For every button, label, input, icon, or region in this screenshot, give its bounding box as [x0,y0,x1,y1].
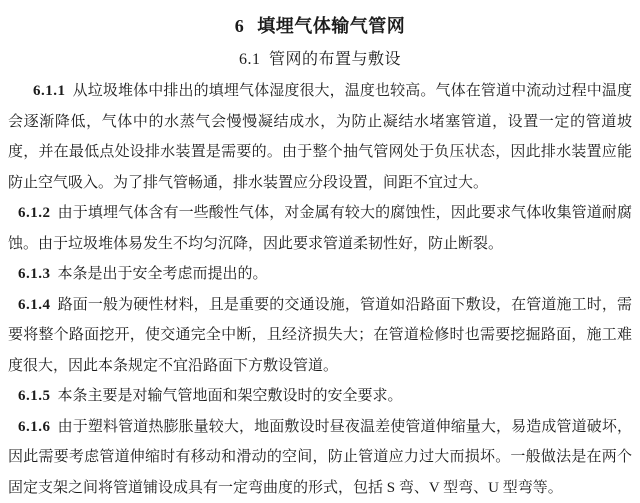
clause-6-1-3-text: 本条是出于安全考虑而提出的。 [57,266,268,283]
clause-6-1-5-number: 6.1.5 [18,388,51,405]
section-body [0,71,640,503]
clause-6-1-6-text: 由于塑料管道热膨胀量较大，地面敷设时昼夜温差使管道伸缩量大，易造成管道破坏，因此需要考虑管道伸缩时有移动和滑动的空间，防止管道应力过大而损坏。一般做法是在两个固定支架之间将管道铺设成具有一定弯曲度的形式，包括 S 弯、V 型弯、U 型弯等。 [8,418,632,496]
section-title: 6.1 管网的布置与敷设 [238,51,401,69]
clause-6-1-4-number: 6.1.4 [18,296,51,313]
clause-6-1-1 [8,76,632,198]
clause-6-1-6-number: 6.1.6 [18,418,51,435]
clause-6-1-4 [8,290,632,382]
clause-6-1-5 [8,381,632,412]
clause-6-1-2 [8,198,632,259]
clause-6-1-2-text: 由于填埋气体含有一些酸性气体，对金属有较大的腐蚀性，因此要求气体收集管道耐腐蚀。由于垃圾堆体易发生不均匀沉降，因此要求管道柔韧性好，防止断裂。 [8,205,632,252]
clause-6-1-3-number: 6.1.3 [18,266,51,283]
clause-6-1-6 [8,412,632,503]
clause-6-1-1-number: 6.1.1 [33,83,66,100]
clause-6-1-2-number: 6.1.2 [18,205,51,222]
chapter-title: 6 填埋气体输气管网 [234,16,406,36]
clause-6-1-1-text: 从垃圾堆体中排出的填埋气体湿度很大，温度也较高。气体在管道中流动过程中温度会逐渐降低，气体中的水蒸气会慢慢凝结成水，为防止凝结水堵塞管道，设置一定的管道坡度，并在最低点处设排水装置是需要的。由于整个抽气管网处于负压状态，因此排水装置应能防止空气吸入。为了排气管畅通，排水装置应分段设置，间距不宜过大。 [8,83,632,191]
clause-6-1-4-text: 路面一般为硬性材料，且是重要的交通设施，管道如沿路面下敷设，在管道施工时，需要将整个路面挖开，使交通完全中断，且经济损失大；在管道检修时也需要挖掘路面，施工难度很大，因此本条规定不宜沿路面下方敷设管道。 [8,296,632,374]
clause-6-1-3 [8,259,632,290]
clause-6-1-5-text: 本条主要是对输气管地面和架空敷设时的安全要求。 [57,388,403,405]
